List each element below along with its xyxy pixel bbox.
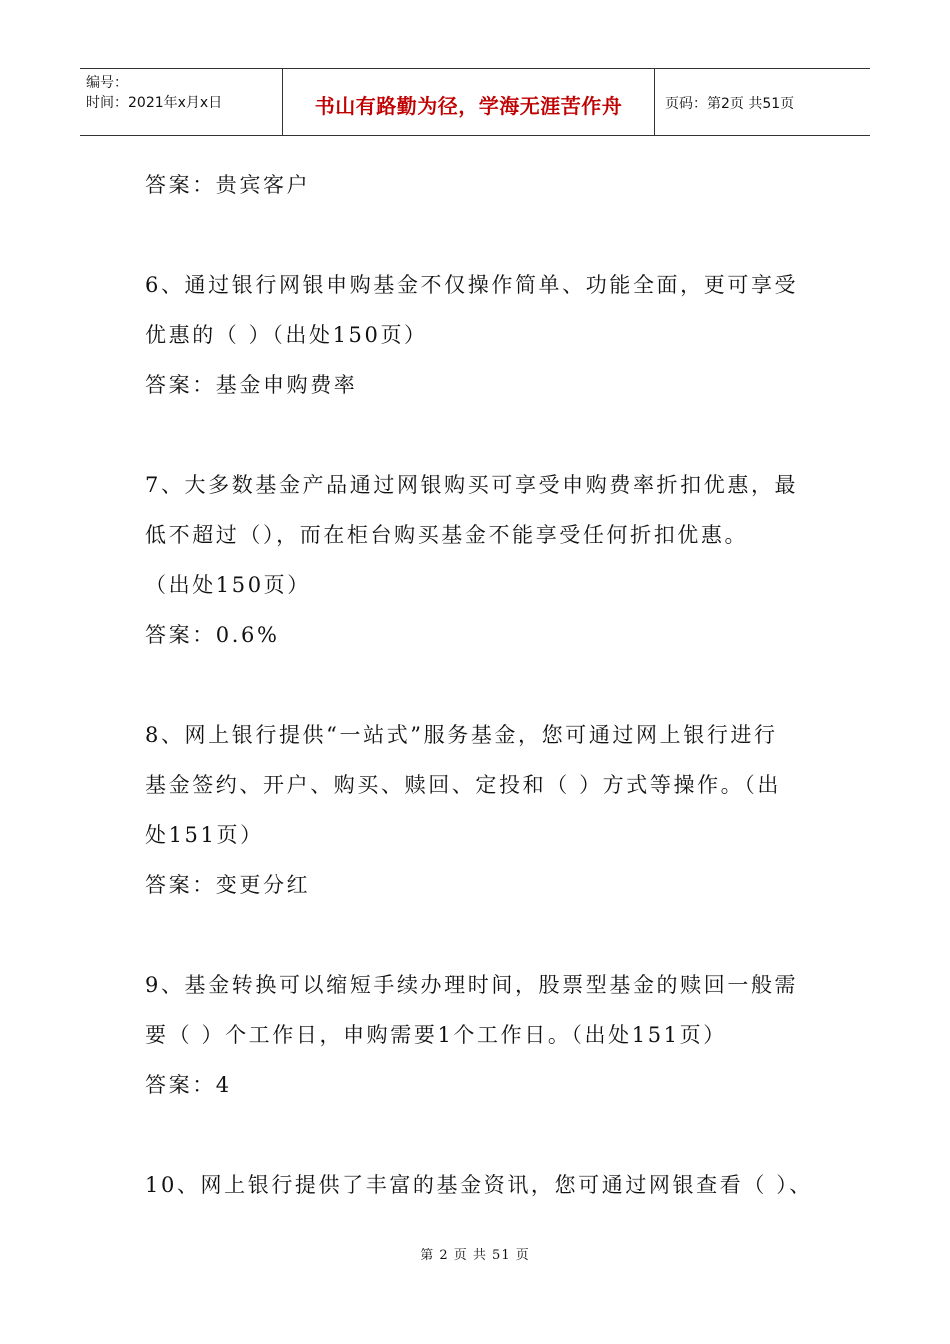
body-line: 答案：4 [145,1073,232,1097]
paragraph-gap [145,410,815,460]
body-line: 答案：贵宾客户 [145,173,311,197]
body-line: （出处150页） [145,573,311,597]
body-line: 要（ ）个工作日，申购需要1个工作日。（出处151页） [145,1023,727,1047]
header-meta-cell [80,69,283,135]
paragraph-gap [145,910,815,960]
header-motto: 书山有路勤为径，学海无涯苦作舟 [283,69,655,135]
page-footer: 第 2 页 共 51 页 [420,1248,530,1263]
page-header [80,68,870,136]
header-time-label: 时间：2021年x月x日 [86,95,223,111]
body-line: 基金签约、开户、购买、赎回、定投和（ ）方式等操作。（出 [145,773,781,797]
body-line: 低不超过（），而在柜台购买基金不能享受任何折扣优惠。 [145,523,749,547]
body-line: 优惠的（ ）（出处150页） [145,323,428,347]
header-number-label: 编号： [86,75,128,91]
body-line: 答案：基金申购费率 [145,373,358,397]
body-line: 8、网上银行提供“一站式”服务基金，您可通过网上银行进行 [145,723,778,747]
paragraph-gap [145,660,815,710]
body-line: 10、网上银行提供了丰富的基金资讯，您可通过网银查看（ ）、 [145,1173,813,1197]
body-line: 9、基金转换可以缩短手续办理时间，股票型基金的赎回一般需 [145,973,799,997]
body-line: 答案：变更分红 [145,873,311,897]
body-line: 6、通过银行网银申购基金不仅操作简单、功能全面，更可享受 [145,273,799,297]
body-line: 处151页） [145,823,264,847]
header-page-info: 页码：第2页 共51页 [665,96,795,112]
body-line: 7、大多数基金产品通过网银购买可享受申购费率折扣优惠，最 [145,473,799,497]
body-line: 答案：0.6% [145,623,280,647]
paragraph-gap [145,1110,815,1160]
paragraph-gap [145,210,815,260]
document-body [145,160,815,1210]
